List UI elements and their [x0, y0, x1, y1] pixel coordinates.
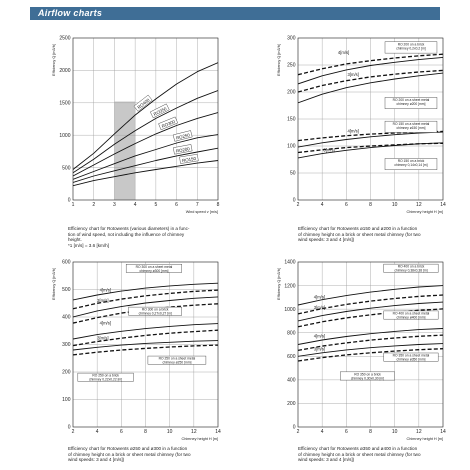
- caption-line: Efficiency chart for Rotowents ø150 and ø200 in a function: [298, 226, 418, 231]
- series-note-text: RO 350 on a brick: [354, 372, 381, 377]
- y-tick-label: 0: [67, 424, 71, 431]
- wind-speed-annotation: 3[m/s]: [313, 305, 326, 311]
- wind-speed-annotation: 4[m/s]: [313, 333, 326, 339]
- series-note-text: chimney 0,27x0,27 [m]: [138, 311, 172, 316]
- wind-speed-annotation: 4[m/s]: [347, 128, 359, 134]
- x-tick-label: 7: [195, 202, 199, 208]
- x-tick-label: 4: [133, 202, 137, 208]
- y-tick-label: 200: [287, 89, 296, 96]
- x-tick-label: 3: [113, 202, 116, 208]
- chart-c2: [277, 36, 446, 214]
- x-tick-label: 6: [119, 429, 123, 435]
- y-tick-label: 400: [62, 314, 71, 321]
- series-note-text: chimney ø150 [mm]: [396, 125, 426, 130]
- series-note-text: chimney ø400 [mm]: [396, 315, 426, 320]
- caption-chart-2: [298, 226, 466, 243]
- y-tick-label: 0: [67, 197, 71, 204]
- wind-speed-annotation: 4[m/s]: [99, 320, 111, 326]
- caption-line: wind speeds: 3 and 4 [m/s]): [298, 237, 355, 243]
- series-note-text: RO 150 on a sheet metal: [392, 121, 430, 126]
- wind-speed-annotation: 3[m/s]: [313, 346, 326, 352]
- chart-c1: [52, 36, 220, 214]
- caption-chart-1: [68, 226, 236, 248]
- series-note-text: RO 350 on a sheet metal: [392, 353, 430, 358]
- series-label: RO250: [175, 132, 191, 141]
- series-note-text: RO 200 on a sheet metal: [392, 98, 430, 102]
- series-note-text: chimney ø200 [mm]: [396, 102, 426, 106]
- x-tick-label: 8: [144, 429, 147, 435]
- wind-speed-annotation: 4[m/s]: [313, 294, 326, 300]
- x-tick-label: 12: [416, 429, 422, 435]
- wind-speed-annotation: 3[m/s]: [97, 335, 109, 341]
- series-note-text: chimney 0,14x0,14 [m]: [394, 163, 428, 168]
- x-axis-label: Chimney height H [m]: [406, 210, 443, 214]
- y-tick-label: 100: [62, 397, 71, 404]
- series-label: RO150: [181, 155, 197, 164]
- series-note-text: RO 150 on a brick: [397, 159, 425, 164]
- caption-line: height.: [68, 237, 82, 243]
- series-label-group: [173, 144, 192, 154]
- series-group: [73, 63, 218, 186]
- series-note-text: chimney 0,22x0,22 [m]: [89, 377, 123, 382]
- x-tick-label: 2: [92, 202, 96, 208]
- series-note-text: RO 250 on a sheet metal: [158, 356, 196, 361]
- x-tick-label: 6: [175, 202, 178, 208]
- y-tick-label: 1400: [284, 259, 296, 266]
- y-axis-label: Efficiency Q [m3/h]: [52, 44, 56, 76]
- x-axis-label: Chimney height H [m]: [406, 437, 443, 441]
- caption-line: of chimney height on a brick or sheet metal chimney (for two: [298, 451, 421, 457]
- page-title: Airflow charts: [38, 8, 103, 18]
- x-tick-label: 8: [369, 202, 372, 208]
- y-tick-label: 400: [287, 377, 296, 384]
- series-label: RO300: [160, 118, 176, 129]
- series-label: RO400: [136, 97, 151, 110]
- x-tick-label: 14: [215, 429, 221, 435]
- y-tick-label: 0: [292, 197, 296, 204]
- y-tick-label: 50: [289, 170, 296, 177]
- series-note-text: RO 300 on a sheet metal: [135, 264, 173, 269]
- y-axis-label: Efficiency Q [m3/h]: [52, 268, 56, 300]
- y-tick-label: 1000: [284, 306, 296, 313]
- y-tick-label: 150: [287, 116, 296, 123]
- wind-speed-annotation: 3[m/s]: [347, 71, 359, 77]
- series-label: RO350: [152, 106, 168, 117]
- caption-chart-4: [298, 446, 466, 463]
- x-tick-label: 4: [95, 429, 99, 435]
- x-tick-label: 2: [71, 429, 75, 435]
- caption-line: of chimney height on a brick or sheet metal chimney (for two: [68, 451, 191, 457]
- y-tick-label: 100: [287, 143, 296, 150]
- series-note-text: chimney ø300 [mm]: [139, 268, 169, 273]
- wind-speed-annotation: 4[m/s]: [99, 287, 111, 293]
- series-note-text: chimney 0,30x0,30 [m]: [350, 376, 385, 381]
- x-tick-label: 10: [166, 429, 173, 435]
- caption-chart-3: [68, 446, 236, 463]
- wind-speed-band: [114, 102, 135, 200]
- x-tick-label: 4: [320, 429, 324, 435]
- wind-speed-annotation: 4[m/s]: [337, 50, 350, 56]
- y-tick-label: 2500: [59, 35, 71, 42]
- y-tick-label: 300: [62, 342, 71, 349]
- y-tick-label: 250: [287, 62, 296, 69]
- x-tick-label: 14: [440, 429, 446, 435]
- x-tick-label: 10: [391, 429, 398, 435]
- x-tick-label: 2: [296, 202, 300, 208]
- series-note-text: chimney ø250 [mm]: [162, 360, 192, 365]
- x-tick-label: 12: [191, 429, 197, 435]
- y-tick-label: 2000: [59, 68, 71, 75]
- caption-line: tion of wind speed, not including the influence of chimney: [68, 231, 185, 237]
- chart-c4: [277, 260, 446, 441]
- series-note-text: chimney 0,2x0,2 [m]: [396, 46, 426, 51]
- wind-speed-annotation: 3[m/s]: [323, 147, 335, 153]
- caption-line: wind speeds: 3 and 4 [m/s]): [68, 457, 125, 463]
- series-note-text: RO 250 on a brick: [92, 373, 119, 378]
- y-tick-label: 500: [62, 287, 71, 294]
- y-tick-label: 600: [287, 353, 296, 360]
- y-axis-label: Efficiency Q [m3/h]: [277, 44, 281, 76]
- series-note-text: RO 200 on a brick: [397, 42, 425, 47]
- y-tick-label: 1500: [59, 100, 71, 107]
- x-axis-label: Wind speed v [m/s]: [185, 210, 218, 214]
- series-line: [73, 113, 218, 177]
- caption-line: *1 [m/s] = 3.6 [km/h]: [68, 242, 109, 248]
- series-label-group: [150, 104, 169, 118]
- caption-line: of chimney height on a brick or sheet metal chimney (for two: [298, 231, 421, 237]
- series-note-text: RO 400 on a sheet metal: [392, 311, 430, 316]
- x-tick-label: 14: [440, 202, 446, 208]
- y-tick-label: 500: [62, 165, 71, 172]
- y-tick-label: 1200: [284, 283, 296, 290]
- x-tick-label: 10: [391, 202, 398, 208]
- series-label-group: [159, 117, 178, 130]
- x-axis-label: Chimney height H [m]: [181, 437, 218, 441]
- series-label-group: [180, 154, 199, 163]
- x-tick-label: 8: [216, 202, 220, 208]
- y-tick-label: 200: [62, 369, 71, 376]
- x-tick-label: 4: [320, 202, 324, 208]
- x-tick-label: 12: [416, 202, 422, 208]
- chart-c3: [52, 260, 221, 441]
- y-tick-label: 200: [287, 401, 296, 408]
- y-tick-label: 600: [62, 259, 71, 266]
- x-tick-label: 8: [369, 429, 372, 435]
- y-axis-label: Efficiency Q [m3/h]: [277, 268, 281, 300]
- caption-line: Efficiency chart for Rotowents ø250 and ø300 in a function: [68, 446, 188, 451]
- x-tick-label: 1: [71, 202, 75, 208]
- series-note-text: RO 400 on a brick: [397, 264, 425, 269]
- x-tick-label: 6: [344, 429, 348, 435]
- series-note-text: chimney 0,38x0,38 [m]: [394, 268, 428, 273]
- series-line: [73, 63, 218, 170]
- series-line: [73, 148, 218, 182]
- y-tick-label: 800: [287, 330, 296, 337]
- caption-line: Efficiency chart for Rotowents (various diameters) in a func-: [68, 226, 190, 231]
- series-note-text: RO 300 on a brick: [141, 307, 169, 312]
- wind-speed-annotation: 3[m/s]: [97, 298, 109, 304]
- series-note-text: chimney ø350 [mm]: [396, 357, 426, 362]
- x-tick-label: 2: [296, 429, 300, 435]
- y-tick-label: 0: [292, 424, 296, 431]
- x-tick-label: 5: [154, 202, 158, 208]
- series-label: RO200: [175, 146, 191, 154]
- caption-line: wind speeds: 3 and 4 [m/s]): [298, 457, 355, 463]
- y-tick-label: 300: [287, 35, 296, 42]
- caption-line: Efficiency chart for Rotowents ø350 and ø400 in a function: [298, 446, 418, 451]
- y-tick-label: 1000: [59, 132, 71, 139]
- x-tick-label: 6: [344, 202, 348, 208]
